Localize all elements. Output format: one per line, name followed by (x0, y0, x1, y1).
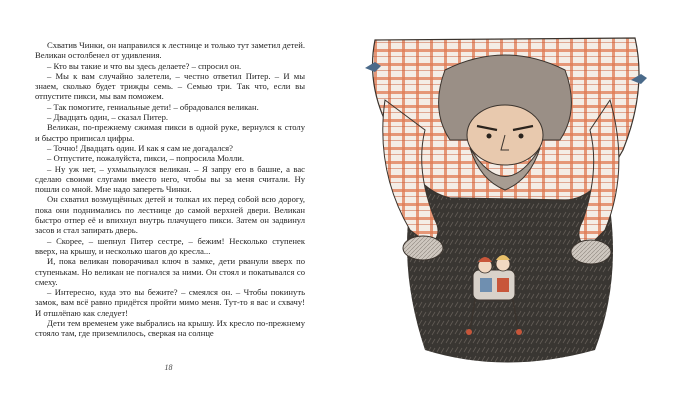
page-number: 18 (164, 363, 173, 372)
paragraph: Дети тем временем уже выбрались на крышу. Их кресло по-прежнему стояло там, где приземлилось, сверкая на солнце (35, 318, 305, 339)
paragraph: – Двадцать один, – сказал Питер. (47, 112, 169, 123)
paragraph: – Кто вы такие и что вы здесь делаете? – спросил он. (47, 60, 242, 71)
paragraph: – Мы к вам случайно залетели, – честно ответил Питер. – И мы знаем, сколько будет трижды семь. – Семью три. Так что, если вы отпустите пикси, мы вам поможем. (35, 70, 305, 102)
paragraph: Схватив Чинки, он направился к лестнице и только тут заметил детей. Великан остолбенел от удивления. (35, 40, 305, 61)
paragraph: – Скорее, – шепнул Питер сестре, – бежим! Несколько ступенек вверх, на крышу, и несколько шагов до кресла... (35, 235, 305, 256)
illustration-giant (355, 30, 655, 370)
giant-right-hand (571, 240, 611, 264)
paragraph: – Точно! Двадцать один. И как я сам не догадался? (47, 142, 233, 153)
giant-left-hand (403, 236, 443, 260)
paragraph: И, пока великан поворачивал ключ в замке, дети рванули вверх по ступенькам. Но великан не погнался за ними. Он стоял и покатывался со смеху. (35, 256, 305, 287)
paragraph: Великан, по-прежнему сжимая пикси в одной руке, вернулся к столу и быстро приписал цифры. (35, 122, 305, 143)
paragraph: – Ну уж нет, – ухмыльнулся великан. – Я запру его в башне, а вас сделаю своими слугами вместо него, чтобы вы за меня считали. Ну пошли со мной. Мне надо запереть Чинки. (35, 163, 305, 195)
paragraph: Он схватил возмущённых детей и толкал их перед собой всю дорогу, пока они поднимались по лестнице до самой верхней двери. Великан быстро отпер её и впихнул внутрь плачущего пикси. Затем он задвинул засов и стал запирать дверь. (35, 194, 305, 236)
paragraph: – Отпустите, пожалуйста, пикси, – попросила Молли. (47, 153, 245, 164)
paragraph: – Так помогите, гениальные дети! – обрадовался великан. (47, 101, 259, 112)
paragraph: – Интересно, куда это вы бежите? – смеялся он. – Чтобы покинуть замок, вам всё равно придётся пройти мимо меня. Тут-то я вас и схвачу! И отшлёпаю как следует! (35, 287, 305, 318)
right-page (337, 0, 674, 406)
body-text (35, 40, 305, 339)
